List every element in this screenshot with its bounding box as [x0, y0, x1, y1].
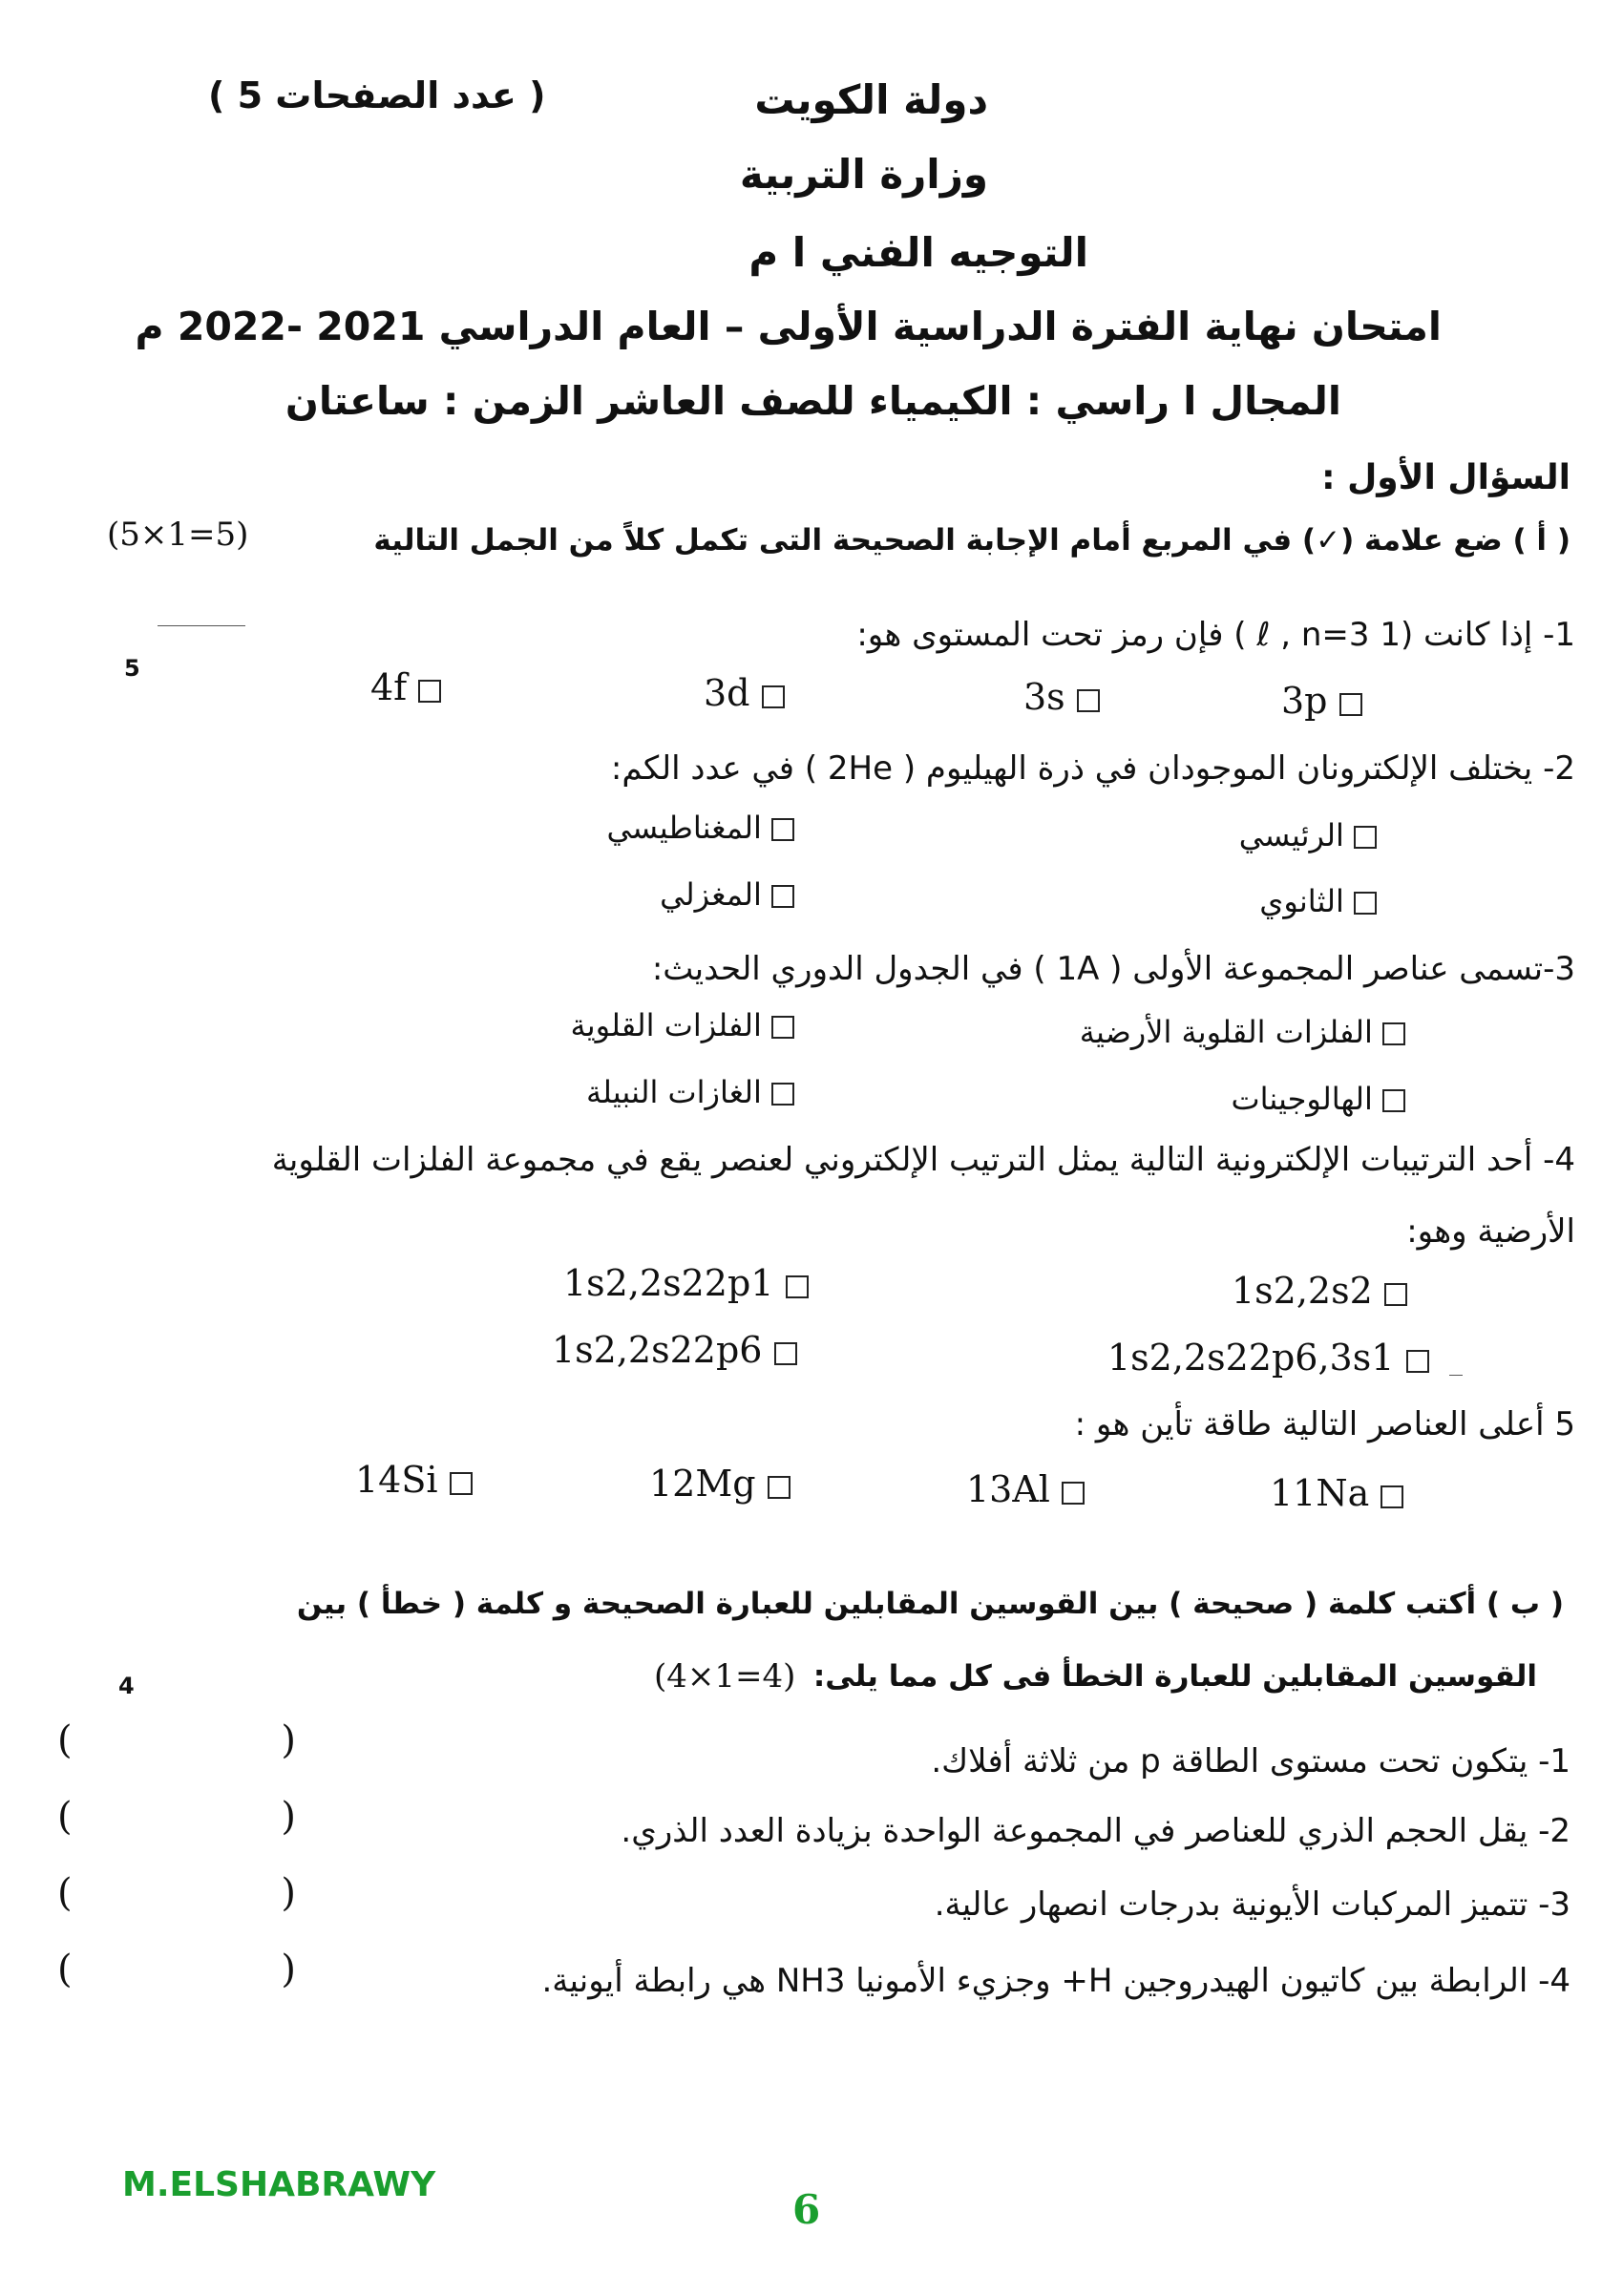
q4-option-d[interactable]: 1s2,2s22p6: [552, 1329, 797, 1371]
q3-option-alkali[interactable]: الفلزات القلوية: [571, 1007, 794, 1043]
q4-option-b[interactable]: 1s2,2s22p1: [563, 1262, 809, 1304]
checkbox-icon[interactable]: [450, 1472, 473, 1495]
part-b-instruction-1: ( ب ) أكتب كلمة ( صحيحة ) بين القوسين المقابلين للعبارة الصحيحة و كلمة ( خطأ ) بين: [296, 1587, 1564, 1621]
ministry-title: وزارة التربية: [739, 151, 988, 198]
q2-option-secondary[interactable]: الثانوي: [1259, 883, 1377, 919]
checkbox-icon[interactable]: [1384, 1283, 1407, 1306]
checkbox-icon[interactable]: [762, 685, 785, 708]
question-1-stem: 1- إذا كانت (1 ℓ , n=3 ) فإن رمز تحت المستوى هو:: [856, 616, 1575, 654]
q1-option-4f[interactable]: 4f: [370, 666, 441, 708]
checkbox-icon[interactable]: [1382, 1022, 1405, 1045]
question-3-stem: 3-تسمى عناصر المجموعة الأولى ( 1A ) في الجدول الدوري الحديث:: [651, 950, 1575, 988]
checkbox-icon[interactable]: [768, 1476, 790, 1499]
stray-dash: [1449, 1375, 1463, 1376]
checkbox-icon[interactable]: [771, 818, 794, 841]
q1-option-3p[interactable]: 3p: [1281, 680, 1362, 722]
q5-option-si[interactable]: 14Si: [355, 1459, 473, 1501]
q5-option-na[interactable]: 11Na: [1270, 1472, 1403, 1514]
checkbox-icon[interactable]: [1339, 693, 1362, 716]
q2-option-magnetic[interactable]: المغناطيسي: [607, 810, 795, 846]
checkbox-icon[interactable]: [1382, 1089, 1405, 1112]
author-signature: M.ELSHABRAWY: [122, 2165, 436, 2204]
statement-4: 4- الرابطة بين كاتيون الهيدروجين H+ وجزيء الأمونيا NH3 هي رابطة أيونية.: [541, 1962, 1570, 2000]
part-a-side-mark: 5: [124, 655, 140, 682]
score-line: [158, 625, 245, 626]
q1-option-3d[interactable]: 3d: [704, 672, 785, 714]
state-title: دولة الكويت: [754, 76, 988, 123]
answer-blank-3[interactable]: ( ): [57, 1871, 296, 1915]
pages-count-note: ( عدد الصفحات 5 ): [208, 74, 546, 116]
checkbox-icon[interactable]: [418, 680, 441, 703]
checkbox-icon[interactable]: [1354, 892, 1377, 915]
part-b-side-mark: 4: [118, 1673, 135, 1699]
question-4-stem: 4- أحد الترتيبات الإلكترونية التالية يمثل الترتيب الإلكتروني لعنصر يقع في مجموعة الفلزات القلوية: [271, 1141, 1575, 1179]
checkbox-icon[interactable]: [771, 885, 794, 908]
field-title: المجال ا راسي : الكيمياء للصف العاشر الزمن : ساعتان: [285, 378, 1341, 424]
part-a-instruction: ( أ ) ضع علامة (✓) في المربع أمام الإجابة الصحيحة التى تكمل كلاً من الجمل التالية: [373, 523, 1570, 558]
directorate-title: التوجيه الفني ا م: [748, 229, 1088, 276]
statement-2: 2- يقل الحجم الذري للعناصر في المجموعة الواحدة بزيادة العدد الذري.: [621, 1812, 1570, 1850]
checkbox-icon[interactable]: [1062, 1482, 1085, 1505]
q3-option-noble-gases[interactable]: الغازات النبيلة: [586, 1074, 794, 1110]
checkbox-icon[interactable]: [1354, 826, 1377, 849]
question-one-title: السؤال الأول :: [1321, 458, 1570, 497]
question-4-stem-cont: الأرضية وهو:: [1406, 1212, 1575, 1251]
answer-blank-4[interactable]: ( ): [57, 1948, 296, 1991]
statement-1: 1- يتكون تحت مستوى الطاقة p من ثلاثة أفلاك.: [931, 1742, 1570, 1780]
checkbox-icon[interactable]: [771, 1083, 794, 1106]
answer-blank-2[interactable]: ( ): [57, 1795, 296, 1839]
exam-title: امتحان نهاية الفترة الدراسية الأولى – العام الدراسي 2021 -2022 م: [135, 304, 1442, 349]
answer-blank-1[interactable]: ( ): [57, 1718, 296, 1762]
checkbox-icon[interactable]: [771, 1016, 794, 1039]
q5-option-al[interactable]: 13Al: [966, 1468, 1085, 1510]
question-5-stem: 5 أعلى العناصر التالية طاقة تأين هو :: [1074, 1405, 1575, 1443]
q2-option-principal[interactable]: الرئيسي: [1239, 817, 1377, 853]
q3-option-alkaline-earth[interactable]: الفلزات القلوية الأرضية: [1080, 1014, 1405, 1050]
page-number: 6: [792, 2186, 821, 2233]
q4-option-a[interactable]: 1s2,2s2: [1232, 1270, 1407, 1312]
q3-option-halogens[interactable]: الهالوجينات: [1231, 1081, 1405, 1117]
checkbox-icon[interactable]: [786, 1275, 809, 1298]
checkbox-icon[interactable]: [1406, 1350, 1429, 1373]
checkbox-icon[interactable]: [1077, 689, 1100, 712]
q5-option-mg[interactable]: 12Mg: [649, 1463, 790, 1505]
checkbox-icon[interactable]: [774, 1342, 797, 1365]
part-b-instruction-2: القوسين المقابلين للعبارة الخطأ فى كل مما يلى:: [812, 1659, 1537, 1694]
checkbox-icon[interactable]: [1381, 1485, 1403, 1508]
q2-option-spin[interactable]: المغزلي: [660, 876, 794, 913]
q1-option-3s[interactable]: 3s: [1023, 676, 1100, 718]
question-2-stem: 2- يختلف الإلكترونان الموجودان في ذرة الهيليوم ( 2He ) في عدد الكم:: [610, 749, 1575, 788]
part-a-score: (5×1=5): [107, 516, 249, 554]
part-b-score: (4×1=4): [654, 1657, 796, 1696]
q4-option-c[interactable]: 1s2,2s22p6,3s1: [1107, 1337, 1429, 1379]
statement-3: 3- تتميز المركبات الأيونية بدرجات انصهار عالية.: [934, 1885, 1570, 1924]
